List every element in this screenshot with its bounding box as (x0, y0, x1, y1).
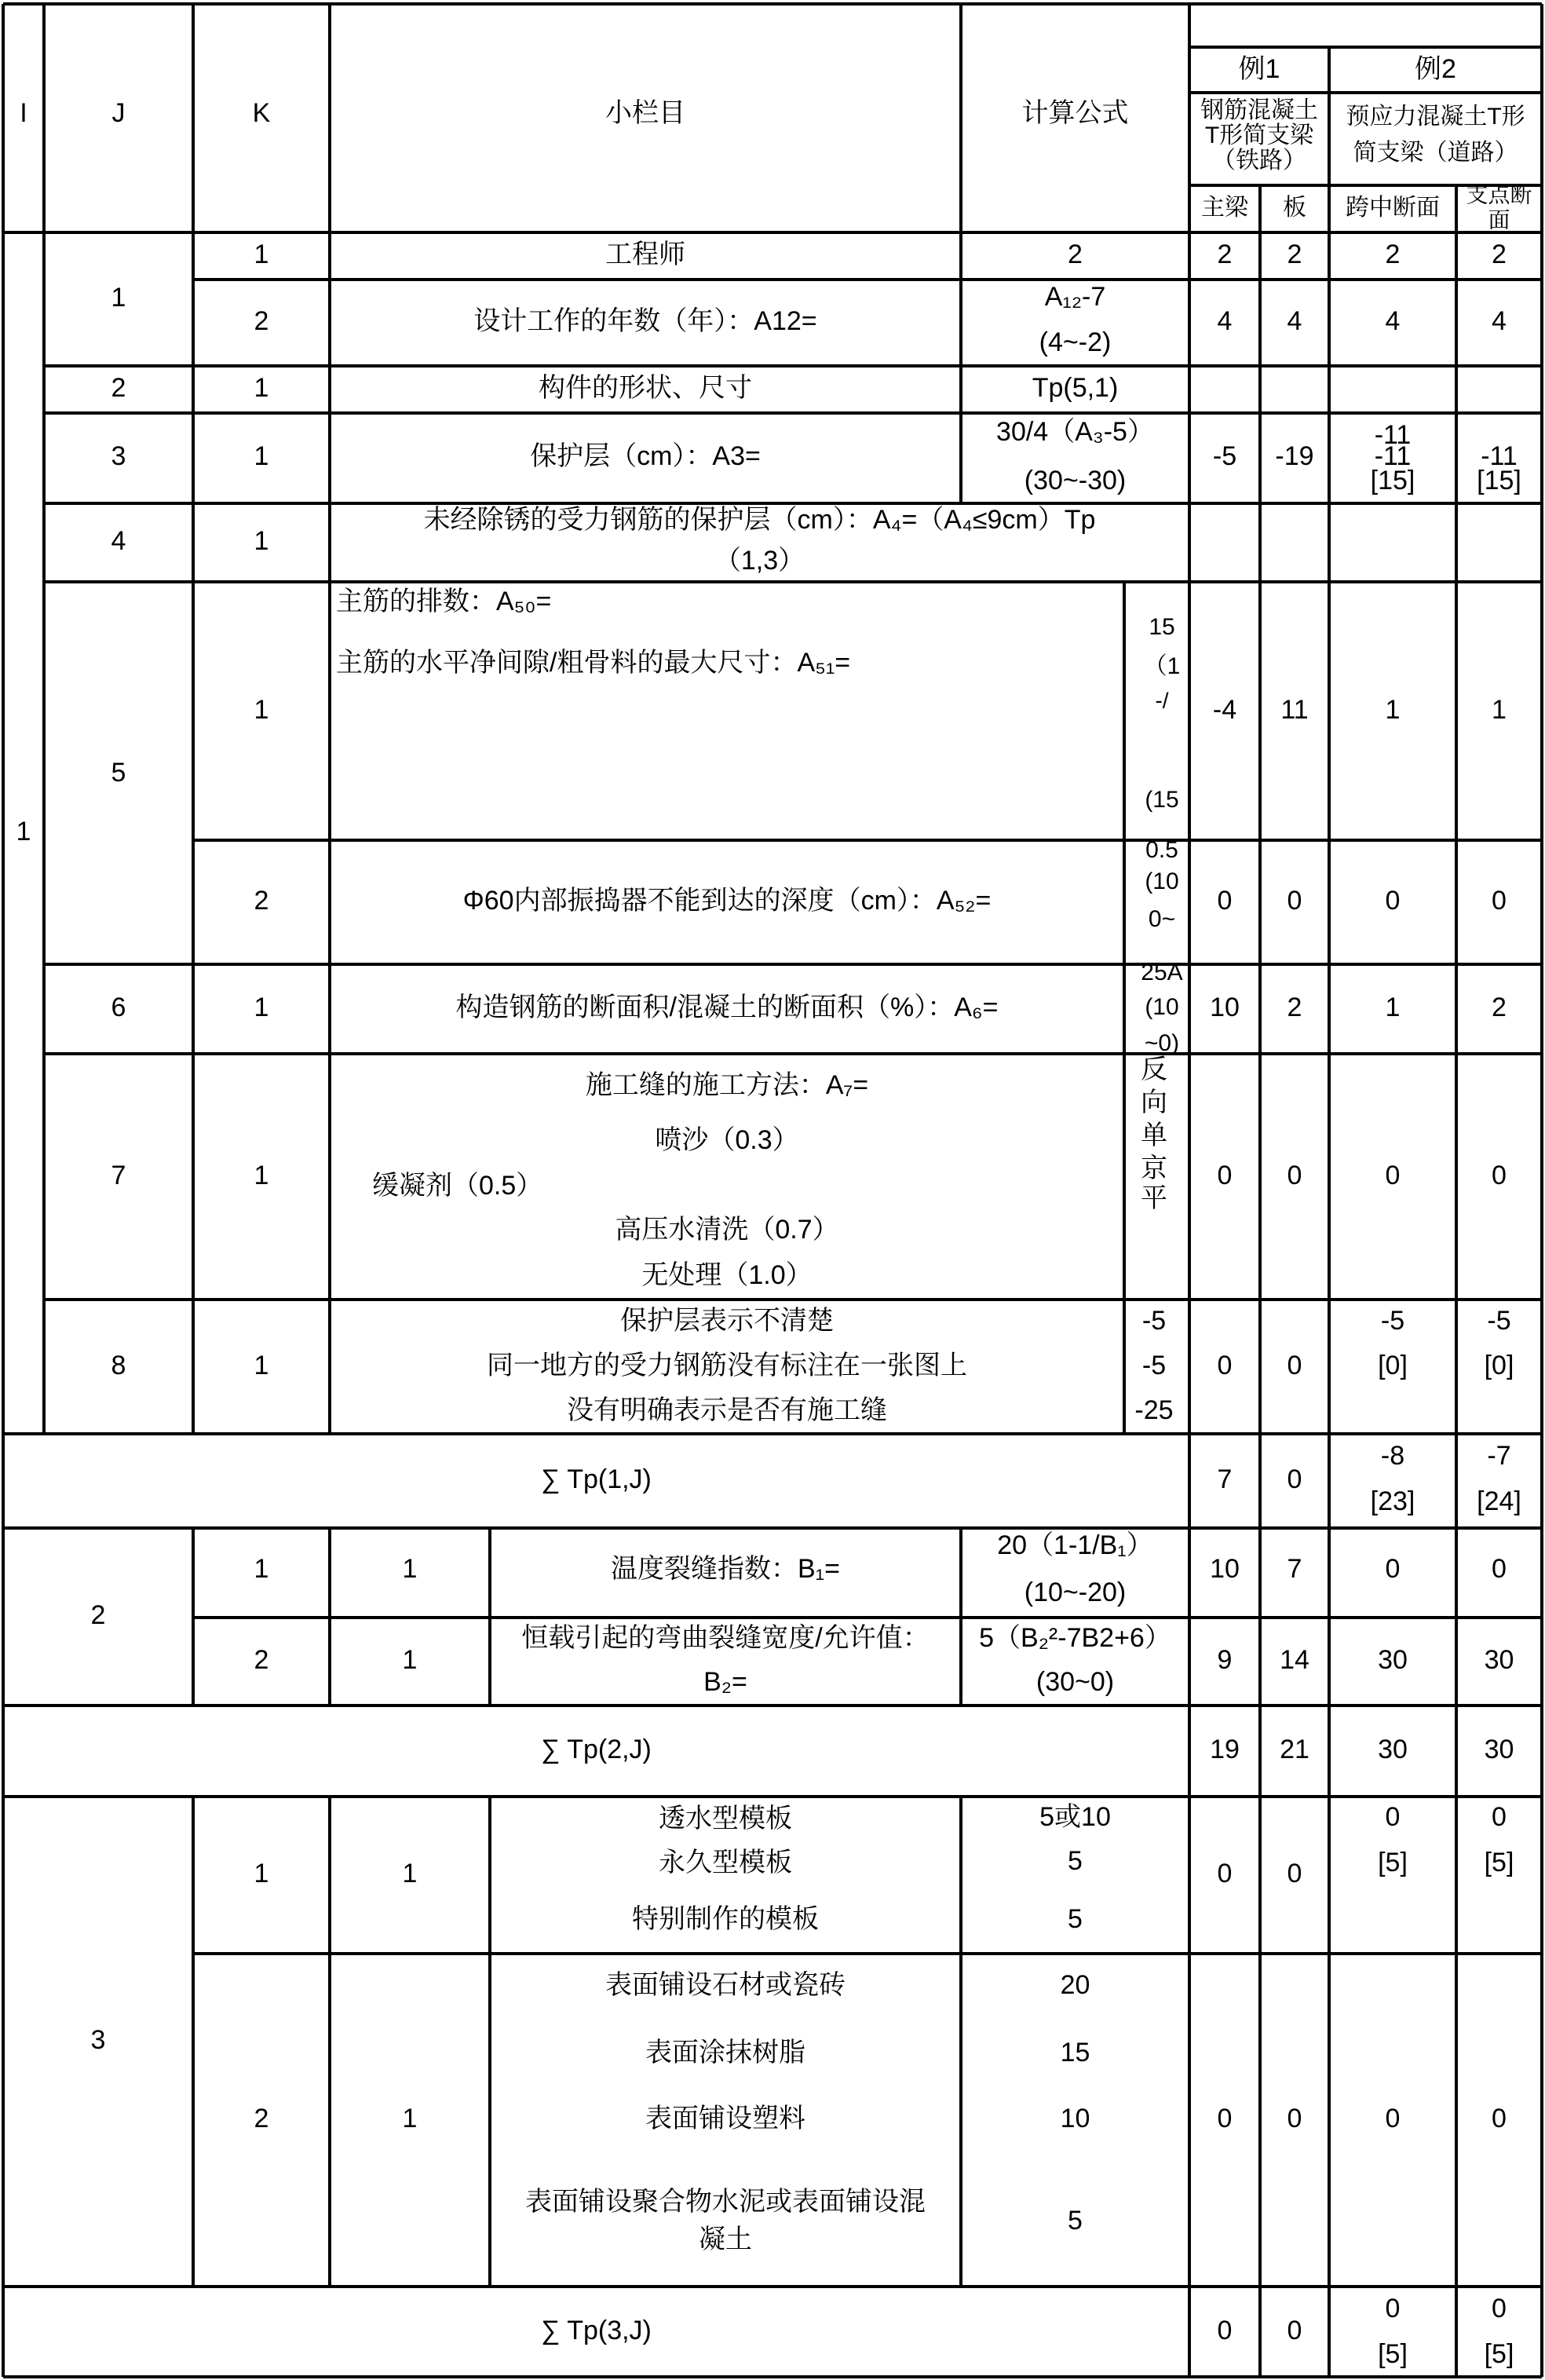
sum-value: -8 (1380, 1440, 1405, 1471)
formula-clipped: 向 (1141, 1087, 1167, 1117)
value-cell-sub: [15] (1370, 465, 1415, 495)
row-k: 1 (254, 1160, 269, 1190)
item-label: 无处理（1.0） (641, 1259, 813, 1290)
value-cell: 2 (1217, 239, 1233, 269)
value-cell: 9 (1217, 1644, 1233, 1675)
item-label: 恒载引起的弯曲裂缝宽度/允许值： (521, 1622, 930, 1653)
sum-value-sub: [5] (1378, 2338, 1408, 2369)
formula: 5或10 (1039, 1801, 1111, 1832)
item-label: Φ60内部振捣器不能到达的深度（cm）：A₅₂= (462, 885, 992, 916)
value-cell: 7 (1287, 1553, 1302, 1584)
formula-clipped: (10 (1145, 868, 1179, 894)
sum-value: 0 (1287, 1464, 1302, 1494)
item-label: 保护层（cm）：A3= (530, 441, 761, 471)
row-j: 2 (254, 1644, 269, 1675)
value-cell: 0 (1287, 1350, 1302, 1380)
value-cell: 0 (1385, 1160, 1401, 1190)
value-cell: 4 (1217, 305, 1233, 336)
formula-clipped: 京 (1141, 1153, 1167, 1183)
item-label: 表面铺设塑料 (645, 2103, 805, 2133)
value-cell: 30 (1484, 1644, 1514, 1675)
value-cell: 10 (1210, 992, 1240, 1022)
row-k: 1 (402, 1553, 418, 1584)
value-cell: -19 (1275, 441, 1314, 471)
value-cell: 0 (1287, 1858, 1302, 1888)
item-label: 永久型模板 (659, 1847, 792, 1877)
col-header-slab: 板 (1283, 194, 1306, 221)
value-cell: 0 (1492, 1553, 1507, 1584)
row-j: 4 (111, 525, 126, 556)
item-label: 同一地方的受力钢筋没有标注在一张图上 (487, 1350, 967, 1380)
row-k: 2 (254, 305, 269, 336)
item-label: 透水型模板 (659, 1803, 792, 1833)
row-group-i: 1 (16, 816, 31, 846)
sum-value: 7 (1217, 1464, 1233, 1494)
item-label: 表面铺设石材或瓷砖 (605, 1969, 846, 2000)
formula-clipped: -/ (1155, 688, 1169, 713)
row-group-i: 3 (90, 2024, 106, 2055)
value-cell: -5 (1380, 1305, 1405, 1336)
item-label: 表面涂抹树脂 (645, 2037, 805, 2067)
value-cell: 0 (1385, 2103, 1401, 2133)
example-2-desc: 预应力混凝土T形 (1346, 103, 1525, 130)
formula: (30~0) (1035, 1666, 1115, 1697)
formula: -5 (1141, 1350, 1167, 1380)
col-header-k: K (252, 97, 271, 128)
value-cell: 0 (1287, 2103, 1302, 2133)
row-k: 1 (402, 1644, 418, 1675)
value-cell: 0 (1492, 1801, 1507, 1832)
value-cell-sub: [5] (1378, 1847, 1408, 1877)
formula: -5 (1141, 1305, 1167, 1336)
formula-clipped: 15 (1149, 613, 1175, 640)
formula: 15 (1060, 2037, 1090, 2067)
formula-clipped: 25A (1141, 959, 1183, 985)
item-label: 特别制作的模板 (632, 1903, 819, 1934)
formula: 5 (1068, 2205, 1083, 2236)
value-cell: 2 (1287, 239, 1302, 269)
row-j: 5 (111, 757, 126, 788)
row-j: 8 (111, 1350, 126, 1380)
value-cell-sub: [5] (1484, 1847, 1514, 1877)
row-k: 1 (254, 1350, 269, 1380)
sum-value: 0 (1217, 2315, 1233, 2345)
formula: A₁₂-7 (1044, 281, 1106, 312)
item-label: 主筋的排数：A₅₀= (336, 586, 552, 616)
formula-clipped: 平 (1141, 1183, 1167, 1213)
value-cell: 10 (1210, 1553, 1240, 1584)
row-j: 2 (254, 2103, 269, 2133)
formula-clipped: 反 (1141, 1054, 1167, 1084)
item-label: 工程师 (605, 239, 685, 269)
item-label: 构造钢筋的断面积/混凝土的断面积（%）：A₆= (455, 992, 999, 1022)
row-k: 1 (254, 441, 269, 471)
formula: -25 (1134, 1395, 1174, 1425)
value-cell: 0 (1217, 885, 1233, 916)
value-cell: 2 (1287, 992, 1302, 1022)
value-cell-sub: [0] (1378, 1350, 1408, 1380)
value-cell: -4 (1212, 694, 1237, 725)
formula-clipped: （1 (1143, 653, 1181, 679)
sum-value-sub: [23] (1370, 1486, 1415, 1516)
example-1-desc: 钢筋混凝土 (1200, 97, 1318, 123)
row-k: 1 (254, 372, 269, 403)
formula-clipped: 0~ (1148, 905, 1176, 932)
formula: 10 (1060, 2103, 1090, 2133)
value-cell: 0 (1492, 1160, 1507, 1190)
formula-clipped: (10 (1145, 993, 1179, 1020)
row-k: 1 (402, 2103, 418, 2133)
table-grid-lines (3, 4, 1542, 2377)
example-2-desc: 简支梁（道路） (1353, 139, 1518, 166)
col-header-example-1: 例1 (1238, 53, 1280, 84)
example-1-desc: T形简支梁 (1204, 122, 1314, 148)
formula: 30/4（A₃-5） (996, 416, 1154, 447)
item-label: 构件的形状、尺寸 (539, 372, 752, 403)
item-label: 喷沙（0.3） (655, 1124, 799, 1155)
sum-label: ∑ Tp(3,J) (541, 2315, 652, 2345)
row-j: 3 (111, 441, 126, 471)
item-label: 表面铺设聚合物水泥或表面铺设混 (525, 2186, 926, 2217)
value-cell: 0 (1492, 2103, 1507, 2133)
value-cell: 14 (1280, 1644, 1309, 1675)
value-cell: 4 (1385, 305, 1401, 336)
sum-value: 0 (1385, 2293, 1401, 2323)
value-cell: 0 (1217, 1858, 1233, 1888)
row-k: 1 (254, 525, 269, 556)
sum-label: ∑ Tp(1,J) (541, 1464, 652, 1494)
item-label: 温度裂缝指数：B₁= (610, 1553, 841, 1584)
value-cell: -5 (1212, 441, 1237, 471)
value-cell: 30 (1484, 1734, 1514, 1764)
col-header-item: 小栏目 (605, 97, 685, 128)
item-label: B₂= (703, 1666, 747, 1697)
formula: Tp(5,1) (1032, 372, 1119, 403)
value-cell: 4 (1492, 305, 1507, 336)
item-label: 高压水清洗（0.7） (615, 1214, 839, 1245)
value-cell: -11 (1374, 419, 1412, 450)
row-j: 1 (254, 1858, 269, 1888)
value-cell: 0 (1385, 885, 1401, 916)
item-label: 没有明确表示是否有施工缝 (567, 1395, 887, 1425)
value-cell: 0 (1217, 1350, 1233, 1380)
formula-clipped: ~0) (1144, 1029, 1180, 1056)
value-cell: 30 (1378, 1734, 1408, 1764)
row-j: 1 (111, 282, 126, 313)
row-j: 2 (111, 372, 126, 403)
formula: 2 (1068, 239, 1083, 269)
value-cell: 2 (1492, 992, 1507, 1022)
value-cell: 1 (1492, 694, 1507, 725)
formula-clipped: 0.5 (1145, 836, 1178, 863)
item-label: 未经除锈的受力钢筋的保护层（cm）：A₄=（A₄≤9cm）Tp (423, 504, 1096, 535)
value-cell-sub: [0] (1484, 1350, 1514, 1380)
col-header-support: 面 (1488, 207, 1510, 232)
sum-label: ∑ Tp(2,J) (541, 1734, 652, 1764)
formula: 20 (1060, 1969, 1090, 2000)
row-k: 2 (254, 885, 269, 916)
value-cell: 0 (1287, 1160, 1302, 1190)
formula-clipped: (15 (1145, 786, 1179, 813)
row-group-i: 2 (90, 1599, 106, 1630)
formula: (10~-20) (1024, 1577, 1127, 1607)
col-header-i: I (20, 97, 27, 128)
value-cell: 1 (1385, 694, 1401, 725)
value-cell: 2 (1492, 239, 1507, 269)
formula: 5 (1068, 1903, 1083, 1934)
value-cell: 11 (1280, 694, 1309, 725)
table-cells (16, 54, 1532, 2369)
value-cell: 30 (1378, 1644, 1408, 1675)
sum-value: 0 (1492, 2293, 1507, 2323)
row-j: 7 (111, 1160, 126, 1190)
col-header-formula: 计算公式 (1021, 97, 1129, 128)
row-k: 1 (254, 239, 269, 269)
value-cell: 0 (1217, 1160, 1233, 1190)
item-label: 凝土 (699, 2224, 752, 2254)
example-1-desc: （铁路） (1212, 147, 1306, 174)
formula: (30~-30) (1024, 465, 1127, 495)
value-cell: 0 (1287, 885, 1302, 916)
formula: 5（B₂²-7B2+6） (979, 1622, 1171, 1653)
col-header-example-2: 例2 (1415, 53, 1456, 84)
formula: 5 (1068, 1845, 1083, 1876)
value-cell: 19 (1210, 1734, 1240, 1764)
value-cell: 21 (1280, 1734, 1309, 1764)
item-label: 保护层表示不清楚 (620, 1305, 834, 1336)
value-cell: 0 (1217, 2103, 1233, 2133)
row-k: 1 (254, 694, 269, 725)
value-cell: 1 (1385, 992, 1401, 1022)
row-j: 6 (111, 992, 126, 1022)
col-header-main-beam: 主梁 (1201, 194, 1248, 221)
sum-value-sub: [5] (1484, 2338, 1514, 2369)
value-cell: 0 (1492, 885, 1507, 916)
sum-value-sub: [24] (1477, 1486, 1521, 1516)
row-j: 1 (254, 1553, 269, 1584)
value-cell: 4 (1287, 305, 1302, 336)
item-label: 主筋的水平净间隙/粗骨料的最大尺寸：A₅₁= (336, 647, 851, 678)
col-header-midspan: 跨中断面 (1346, 194, 1440, 221)
item-label: 施工缝的施工方法：A₇= (585, 1069, 869, 1100)
item-label: 缓凝剂（0.5） (372, 1170, 543, 1201)
sum-value: 0 (1287, 2315, 1302, 2345)
value-cell: 0 (1385, 1553, 1401, 1584)
formula: 20（1-1/B₁） (997, 1530, 1153, 1560)
formula: (4~-2) (1039, 327, 1112, 357)
value-cell: -5 (1487, 1305, 1511, 1336)
value-cell: 0 (1385, 1801, 1401, 1832)
sum-value: -7 (1487, 1440, 1511, 1471)
value-cell: -11 (1481, 441, 1518, 471)
row-k: 1 (254, 992, 269, 1022)
item-label: （1,3） (714, 545, 805, 576)
value-cell: 2 (1385, 239, 1401, 269)
item-label: 设计工作的年数（年）：A12= (473, 305, 817, 336)
col-header-j: J (111, 97, 126, 128)
value-cell: -11 (1374, 441, 1412, 471)
col-header-support: 支点断 (1466, 182, 1532, 207)
value-cell-sub: [15] (1477, 465, 1521, 495)
row-k: 1 (402, 1858, 418, 1888)
formula-clipped: 单 (1141, 1120, 1167, 1150)
